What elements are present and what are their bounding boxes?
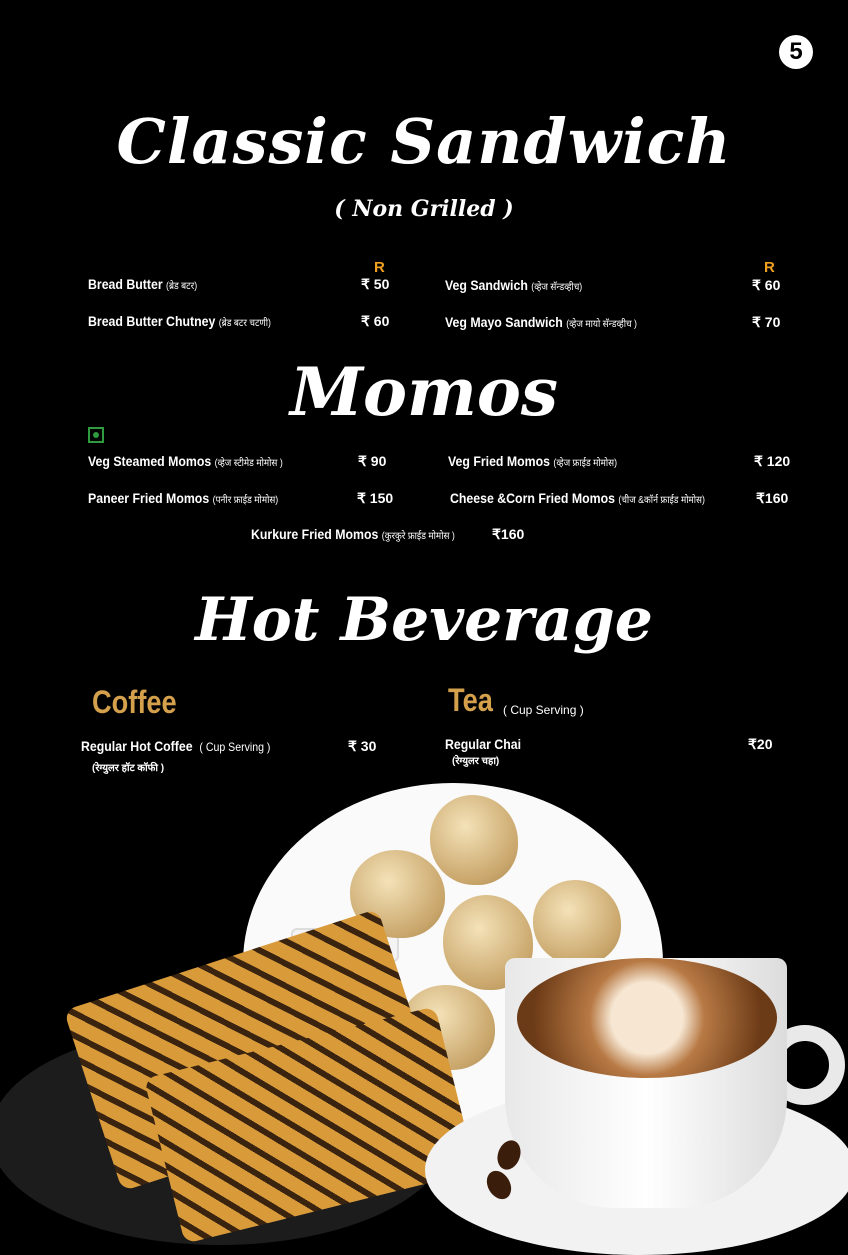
section-title-momos: Momos [289,353,559,431]
item-price: ₹ 120 [754,453,791,469]
price-header-right: R [764,259,775,276]
item-local-name: (व्हेज फ्राईड मोमोस) [553,458,618,469]
item-local-name: (रेग्युलर हॉट कॉफी ) [92,763,165,774]
item-local-name: (कुरकुरे फ्राईड मोमोस ) [381,531,455,542]
item-local-name: (व्हेज मायो सॅन्डव्हीच ) [566,319,637,330]
menu-item-regular-chai [445,736,521,752]
menu-item-veg-steamed-momos [88,453,283,469]
item-name: Veg Mayo Sandwich [445,314,563,330]
tea-heading: Tea [448,682,493,718]
section-title-sandwich: Classic Sandwich [116,105,732,178]
latte-art-image [517,958,777,1078]
item-name: Kurkure Fried Momos [251,526,379,542]
item-local-name: (व्हेज सॅन्डव्हीच) [531,282,583,293]
item-price: ₹ 30 [348,738,377,754]
item-price: ₹20 [748,736,773,752]
menu-item-regular-hot-coffee [81,738,270,754]
item-name: Bread Butter Chutney [88,313,216,329]
item-name: Veg Sandwich [445,277,528,293]
item-price: ₹160 [492,526,525,542]
item-local-name: (रेग्युलर चहा) [452,756,500,767]
item-local-name: (चीज &कॉर्न फ्राईड मोमोस) [618,495,705,506]
menu-item-kurkure-fried-momos [251,526,455,542]
item-price: ₹ 90 [358,453,387,469]
coffee-heading: Coffee [92,684,177,720]
item-name: Veg Steamed Momos [88,453,212,469]
item-price: ₹160 [756,490,789,506]
item-local-name: (ब्रेड बटर चटणी) [218,318,271,329]
item-name: Regular Chai [445,736,521,752]
menu-item-bread-butter-chutney [88,313,271,329]
item-name: Paneer Fried Momos [88,490,210,506]
item-price: ₹ 150 [357,490,394,506]
sandwich-subtitle: ( Non Grilled ) [334,196,514,222]
serving-note: ( Cup Serving ) [199,740,271,754]
item-local-name: (पनीर फ्राईड मोमोस) [212,495,279,506]
veg-symbol-icon [88,427,104,443]
item-name: Veg Fried Momos [448,453,551,469]
momo-image [533,880,621,965]
menu-item-paneer-fried-momos [88,490,278,506]
page-number-badge: 5 [779,35,813,69]
menu-item-bread-butter [88,276,197,292]
item-price: ₹ 50 [361,276,390,292]
item-price: ₹ 70 [752,314,781,330]
section-title-hot-beverage: Hot Beverage [195,585,653,655]
menu-item-veg-sandwich [445,277,582,293]
menu-item-veg-mayo-sandwich [445,314,637,330]
menu-item-cheese-corn-fried-momos [450,490,705,506]
item-local-name: (व्हेज स्टीमेड मोमोस ) [214,458,283,469]
price-header-left: R [374,259,385,276]
item-price: ₹ 60 [361,313,390,329]
serving-note: ( Cup Serving ) [503,703,584,717]
item-name: Cheese &Corn Fried Momos [450,490,615,506]
item-name: Bread Butter [88,276,163,292]
menu-item-veg-fried-momos [448,453,617,469]
momo-image [430,795,518,885]
item-price: ₹ 60 [752,277,781,293]
item-name: Regular Hot Coffee [81,738,193,754]
item-local-name: (ब्रेड बटर) [166,281,198,292]
